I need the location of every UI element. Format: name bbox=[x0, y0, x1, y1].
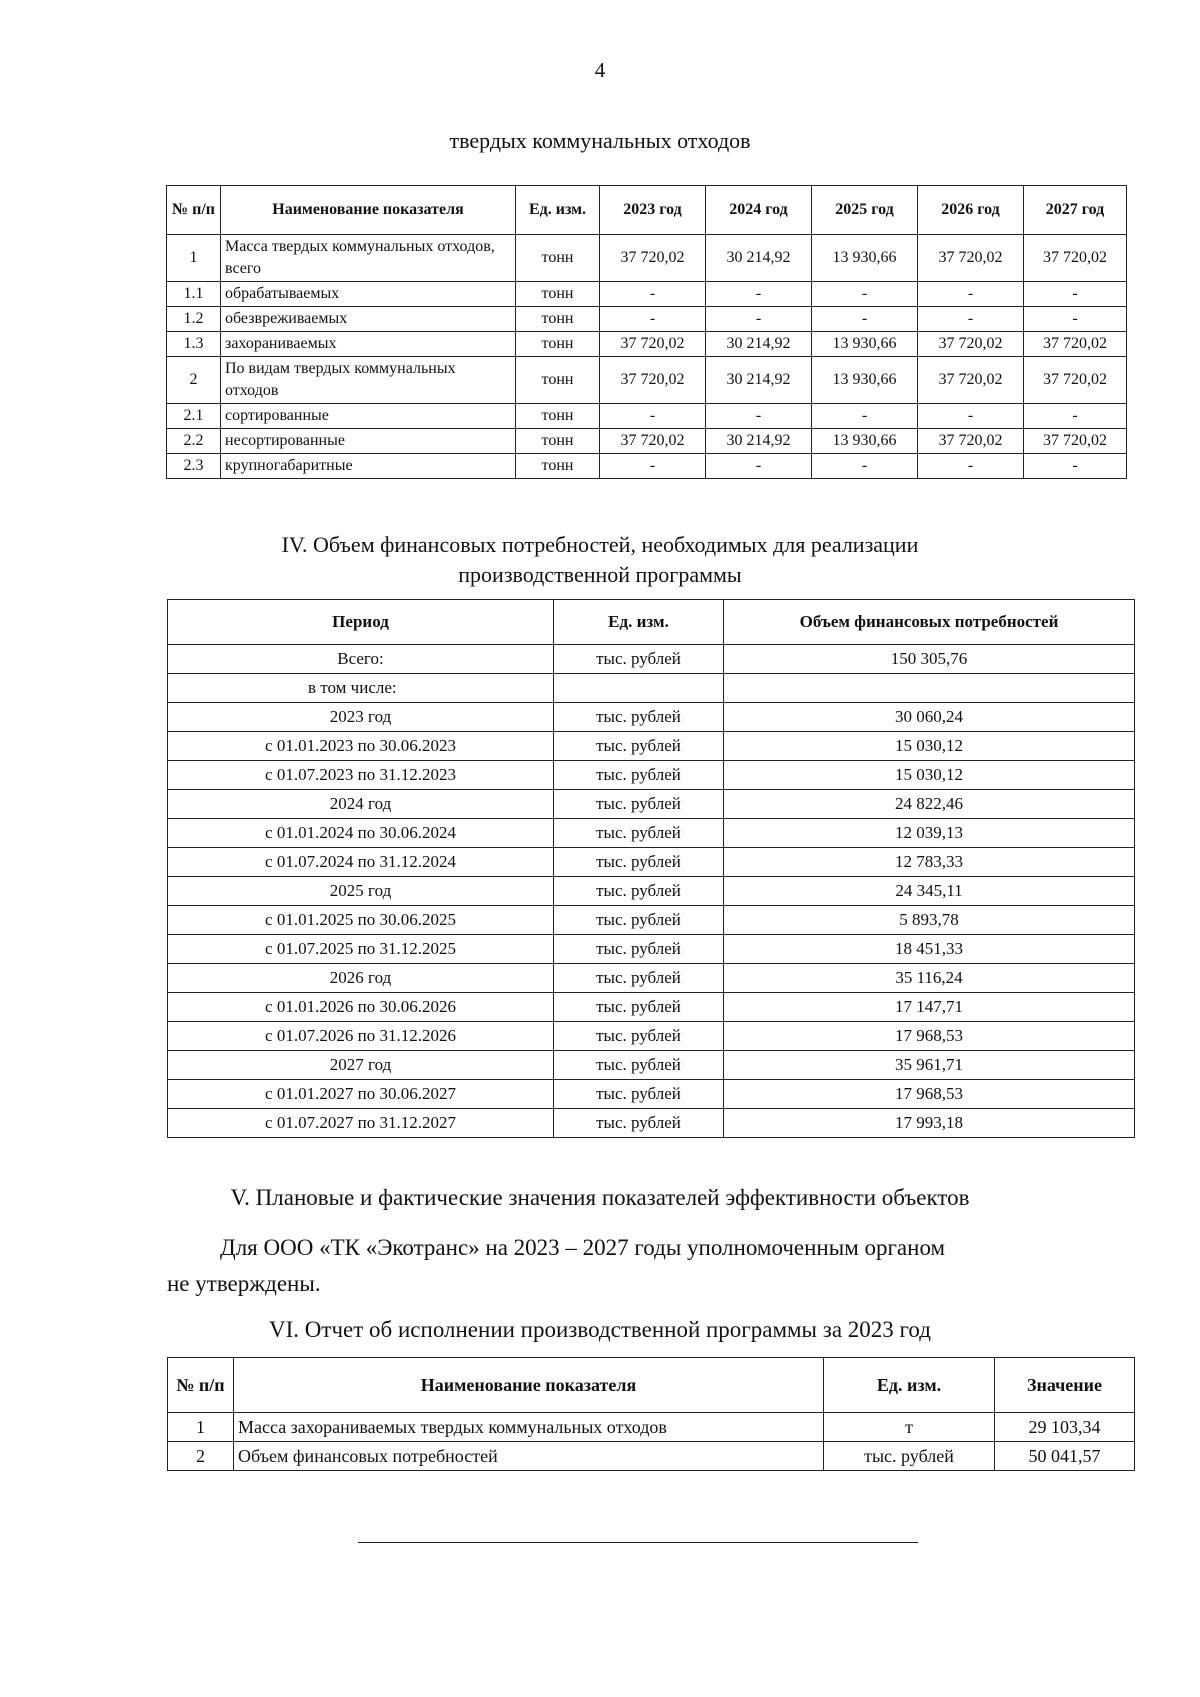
table-row bbox=[168, 674, 1135, 703]
table-row bbox=[167, 454, 1127, 479]
indicator-name: обезвреживаемых bbox=[221, 307, 516, 332]
table1-caption: твердых коммунальных отходов bbox=[449, 128, 751, 153]
table-row bbox=[168, 877, 1135, 906]
value-2023: - bbox=[600, 404, 706, 429]
value: 150 305,76 bbox=[724, 645, 1135, 674]
period: с 01.01.2023 по 30.06.2023 bbox=[168, 732, 554, 761]
table-row bbox=[168, 935, 1135, 964]
value-2024: - bbox=[706, 282, 812, 307]
section5-title: V. Плановые и фактические значения показателей эффективности объектов bbox=[230, 1185, 970, 1210]
unit: тыс. рублей bbox=[554, 1109, 724, 1138]
value-2024: 30 214,92 bbox=[706, 235, 812, 282]
header-cell: 2027 год bbox=[1024, 186, 1127, 235]
financial-needs-table bbox=[167, 599, 1135, 1138]
period: с 01.07.2026 по 31.12.2026 bbox=[168, 1022, 554, 1051]
period: с 01.07.2024 по 31.12.2024 bbox=[168, 848, 554, 877]
table-row bbox=[168, 1413, 1135, 1442]
indicator-name: крупногабаритные bbox=[221, 454, 516, 479]
header-cell: 2024 год bbox=[706, 186, 812, 235]
section5-text-line1: Для ООО «ТК «Экотранс» на 2023 – 2027 годы уполномоченным органом bbox=[220, 1235, 946, 1260]
period: 2025 год bbox=[168, 877, 554, 906]
unit: тыс. рублей bbox=[554, 935, 724, 964]
page-number: 4 bbox=[594, 58, 606, 82]
table-row bbox=[168, 848, 1135, 877]
unit: тыс. рублей bbox=[554, 1051, 724, 1080]
unit: тыс. рублей bbox=[554, 877, 724, 906]
value-2026: - bbox=[918, 404, 1024, 429]
unit: тыс. рублей bbox=[554, 790, 724, 819]
header-cell: Значение bbox=[995, 1358, 1135, 1413]
value-2026: - bbox=[918, 307, 1024, 332]
row-number: 1 bbox=[167, 235, 221, 282]
period: с 01.07.2023 по 31.12.2023 bbox=[168, 761, 554, 790]
unit: тыс. рублей bbox=[554, 1080, 724, 1109]
value: 35 116,24 bbox=[724, 964, 1135, 993]
table-row bbox=[168, 964, 1135, 993]
indicator-name: обрабатываемых bbox=[221, 282, 516, 307]
row-number: 2.3 bbox=[167, 454, 221, 479]
unit bbox=[554, 674, 724, 703]
value-2027: 37 720,02 bbox=[1024, 235, 1127, 282]
value: 17 147,71 bbox=[724, 993, 1135, 1022]
table-row bbox=[168, 1051, 1135, 1080]
unit: тыс. рублей bbox=[554, 993, 724, 1022]
value-2024: 30 214,92 bbox=[706, 429, 812, 454]
closing-divider bbox=[358, 1542, 918, 1543]
value: 24 822,46 bbox=[724, 790, 1135, 819]
value-2027: - bbox=[1024, 307, 1127, 332]
unit: тонн bbox=[516, 332, 600, 357]
row-number: 2 bbox=[167, 357, 221, 404]
row-number: 1.2 bbox=[167, 307, 221, 332]
value: 17 968,53 bbox=[724, 1080, 1135, 1109]
unit: тыс. рублей bbox=[554, 906, 724, 935]
value: 29 103,34 bbox=[995, 1413, 1135, 1442]
value-2025: - bbox=[812, 282, 918, 307]
value-2023: 37 720,02 bbox=[600, 357, 706, 404]
header-cell: Наименование показателя bbox=[221, 186, 516, 235]
header-cell: № п/п bbox=[167, 186, 221, 235]
table-row bbox=[168, 732, 1135, 761]
table-row bbox=[168, 1080, 1135, 1109]
unit: тыс. рублей bbox=[554, 761, 724, 790]
value-2026: 37 720,02 bbox=[918, 235, 1024, 282]
value-2025: 13 930,66 bbox=[812, 235, 918, 282]
table-header-row bbox=[167, 186, 1127, 235]
value-2026: 37 720,02 bbox=[918, 357, 1024, 404]
period: с 01.07.2025 по 31.12.2025 bbox=[168, 935, 554, 964]
value-2023: 37 720,02 bbox=[600, 332, 706, 357]
indicator-name: захораниваемых bbox=[221, 332, 516, 357]
table-row bbox=[167, 307, 1127, 332]
table-row bbox=[168, 906, 1135, 935]
unit: тыс. рублей bbox=[554, 703, 724, 732]
indicator-name: Масса захораниваемых твердых коммунальных отходов bbox=[234, 1413, 824, 1442]
period: Всего: bbox=[168, 645, 554, 674]
row-number: 2 bbox=[168, 1442, 234, 1471]
table-row bbox=[168, 1109, 1135, 1138]
unit: тонн bbox=[516, 357, 600, 404]
table-row bbox=[167, 235, 1127, 282]
value-2027: - bbox=[1024, 404, 1127, 429]
value-2023: - bbox=[600, 282, 706, 307]
program-report-table bbox=[167, 1357, 1135, 1471]
period: с 01.01.2024 по 30.06.2024 bbox=[168, 819, 554, 848]
value-2026: - bbox=[918, 454, 1024, 479]
table-row bbox=[168, 761, 1135, 790]
unit: тонн bbox=[516, 307, 600, 332]
period: 2023 год bbox=[168, 703, 554, 732]
period: с 01.07.2027 по 31.12.2027 bbox=[168, 1109, 554, 1138]
header-cell: Период bbox=[168, 600, 554, 645]
value: 18 451,33 bbox=[724, 935, 1135, 964]
header-cell: № п/п bbox=[168, 1358, 234, 1413]
row-number: 2.2 bbox=[167, 429, 221, 454]
section6-title: VI. Отчет об исполнении производственной программы за 2023 год bbox=[269, 1317, 931, 1342]
unit: тыс. рублей bbox=[554, 964, 724, 993]
value: 50 041,57 bbox=[995, 1442, 1135, 1471]
table-row bbox=[168, 703, 1135, 732]
unit: тыс. рублей bbox=[554, 819, 724, 848]
waste-mass-table bbox=[166, 185, 1127, 479]
value-2023: 37 720,02 bbox=[600, 429, 706, 454]
value-2027: 37 720,02 bbox=[1024, 429, 1127, 454]
indicator-name: Объем финансовых потребностей bbox=[234, 1442, 824, 1471]
table-row bbox=[168, 1442, 1135, 1471]
table-row bbox=[167, 357, 1127, 404]
value-2024: - bbox=[706, 454, 812, 479]
table-header-row bbox=[168, 600, 1135, 645]
table-row bbox=[168, 645, 1135, 674]
header-cell: Ед. изм. bbox=[516, 186, 600, 235]
row-number: 1.3 bbox=[167, 332, 221, 357]
indicator-name: несортированные bbox=[221, 429, 516, 454]
period: 2027 год bbox=[168, 1051, 554, 1080]
table-row bbox=[168, 790, 1135, 819]
value: 15 030,12 bbox=[724, 732, 1135, 761]
period: с 01.01.2027 по 30.06.2027 bbox=[168, 1080, 554, 1109]
table-row bbox=[168, 1022, 1135, 1051]
row-number: 1 bbox=[168, 1413, 234, 1442]
unit: тыс. рублей bbox=[554, 645, 724, 674]
value-2025: 13 930,66 bbox=[812, 429, 918, 454]
value-2025: - bbox=[812, 454, 918, 479]
table-row bbox=[167, 282, 1127, 307]
header-cell: 2026 год bbox=[918, 186, 1024, 235]
value-2026: 37 720,02 bbox=[918, 332, 1024, 357]
value-2023: - bbox=[600, 454, 706, 479]
value-2024: 30 214,92 bbox=[706, 357, 812, 404]
row-number: 2.1 bbox=[167, 404, 221, 429]
value-2024: - bbox=[706, 307, 812, 332]
value-2023: 37 720,02 bbox=[600, 235, 706, 282]
value-2023: - bbox=[600, 307, 706, 332]
value-2024: 30 214,92 bbox=[706, 332, 812, 357]
value-2025: 13 930,66 bbox=[812, 357, 918, 404]
table-row bbox=[168, 993, 1135, 1022]
row-number: 1.1 bbox=[167, 282, 221, 307]
section4-title-line2: производственной программы bbox=[458, 562, 742, 587]
table-row bbox=[167, 332, 1127, 357]
value-2027: 37 720,02 bbox=[1024, 357, 1127, 404]
table-row bbox=[167, 429, 1127, 454]
value bbox=[724, 674, 1135, 703]
value-2025: - bbox=[812, 307, 918, 332]
value: 24 345,11 bbox=[724, 877, 1135, 906]
value: 5 893,78 bbox=[724, 906, 1135, 935]
value-2025: - bbox=[812, 404, 918, 429]
value: 17 968,53 bbox=[724, 1022, 1135, 1051]
header-cell: Ед. изм. bbox=[554, 600, 724, 645]
indicator-name: По видам твердых коммунальных отходов bbox=[221, 357, 516, 404]
value-2027: - bbox=[1024, 454, 1127, 479]
value-2027: - bbox=[1024, 282, 1127, 307]
unit: тонн bbox=[516, 404, 600, 429]
unit: тонн bbox=[516, 429, 600, 454]
period: с 01.01.2025 по 30.06.2025 bbox=[168, 906, 554, 935]
value-2026: 37 720,02 bbox=[918, 429, 1024, 454]
section5-text-line2: не утверждены. bbox=[167, 1271, 321, 1296]
unit: тонн bbox=[516, 454, 600, 479]
period: с 01.01.2026 по 30.06.2026 bbox=[168, 993, 554, 1022]
period: 2024 год bbox=[168, 790, 554, 819]
value: 17 993,18 bbox=[724, 1109, 1135, 1138]
indicator-name: сортированные bbox=[221, 404, 516, 429]
header-cell: 2023 год bbox=[600, 186, 706, 235]
indicator-name: Масса твердых коммунальных отходов, всего bbox=[221, 235, 516, 282]
value: 12 783,33 bbox=[724, 848, 1135, 877]
header-cell: Наименование показателя bbox=[234, 1358, 824, 1413]
table-header-row bbox=[168, 1358, 1135, 1413]
value-2026: - bbox=[918, 282, 1024, 307]
section4-title-line1: IV. Объем финансовых потребностей, необходимых для реализации bbox=[281, 532, 919, 557]
unit: тыс. рублей bbox=[554, 732, 724, 761]
header-cell: Ед. изм. bbox=[824, 1358, 995, 1413]
header-cell: 2025 год bbox=[812, 186, 918, 235]
value-2024: - bbox=[706, 404, 812, 429]
value: 30 060,24 bbox=[724, 703, 1135, 732]
unit: тыс. рублей bbox=[554, 848, 724, 877]
value-2027: 37 720,02 bbox=[1024, 332, 1127, 357]
unit: т bbox=[824, 1413, 995, 1442]
value: 15 030,12 bbox=[724, 761, 1135, 790]
period: 2026 год bbox=[168, 964, 554, 993]
unit: тонн bbox=[516, 235, 600, 282]
value-2025: 13 930,66 bbox=[812, 332, 918, 357]
value: 12 039,13 bbox=[724, 819, 1135, 848]
period: в том числе: bbox=[168, 674, 554, 703]
table-row bbox=[167, 404, 1127, 429]
table-row bbox=[168, 819, 1135, 848]
unit: тыс. рублей bbox=[824, 1442, 995, 1471]
unit: тонн bbox=[516, 282, 600, 307]
value: 35 961,71 bbox=[724, 1051, 1135, 1080]
header-cell: Объем финансовых потребностей bbox=[724, 600, 1135, 645]
unit: тыс. рублей bbox=[554, 1022, 724, 1051]
